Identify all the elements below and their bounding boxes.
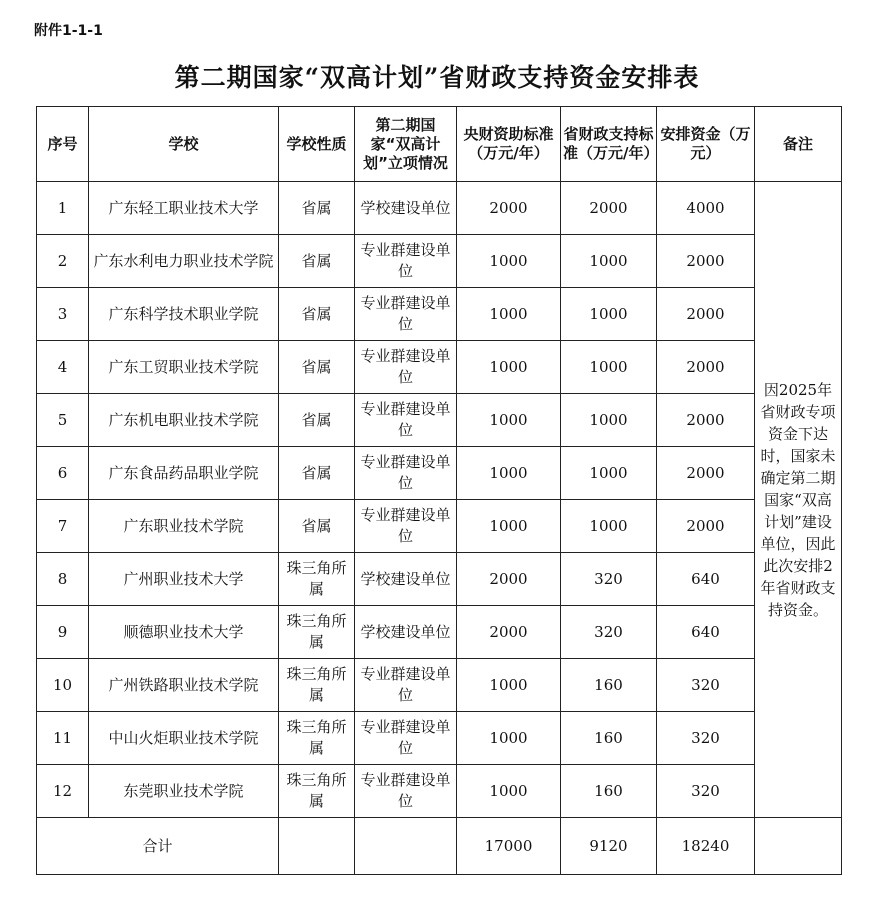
cell-seq: 11	[37, 712, 89, 765]
cell-central: 1000	[457, 712, 561, 765]
cell-nature: 珠三角所属	[279, 765, 355, 818]
cell-allocation: 320	[657, 712, 755, 765]
cell-nature: 珠三角所属	[279, 553, 355, 606]
cell-seq: 12	[37, 765, 89, 818]
cell-project: 专业群建设单位	[355, 288, 457, 341]
cell-allocation: 2000	[657, 500, 755, 553]
cell-nature: 省属	[279, 447, 355, 500]
cell-provincial: 1000	[561, 394, 657, 447]
total-label: 合计	[37, 818, 279, 875]
header-nature: 学校性质	[279, 107, 355, 182]
cell-central: 1000	[457, 288, 561, 341]
total-central: 17000	[457, 818, 561, 875]
header-seq: 序号	[37, 107, 89, 182]
cell-seq: 10	[37, 659, 89, 712]
cell-nature: 珠三角所属	[279, 712, 355, 765]
table-row	[37, 288, 842, 341]
cell-central: 1000	[457, 500, 561, 553]
cell-provincial: 1000	[561, 235, 657, 288]
cell-central: 1000	[457, 659, 561, 712]
cell-seq: 1	[37, 182, 89, 235]
cell-project: 专业群建设单位	[355, 500, 457, 553]
cell-central: 1000	[457, 235, 561, 288]
allocation-table	[36, 106, 842, 875]
table-row	[37, 394, 842, 447]
cell-nature: 省属	[279, 182, 355, 235]
cell-allocation: 2000	[657, 341, 755, 394]
cell-project: 学校建设单位	[355, 182, 457, 235]
cell-school: 广东工贸职业技术学院	[89, 341, 279, 394]
table-row	[37, 447, 842, 500]
table-total-row	[37, 818, 842, 875]
cell-nature: 省属	[279, 341, 355, 394]
note-cell: 因2025年省财政专项资金下达时，国家未确定第二期国家“双高计划”建设单位，因此此次安排2年省财政支持资金。	[755, 182, 842, 818]
total-allocation: 18240	[657, 818, 755, 875]
table-row	[37, 182, 842, 235]
cell-provincial: 1000	[561, 341, 657, 394]
table-row	[37, 659, 842, 712]
cell-school: 东莞职业技术学院	[89, 765, 279, 818]
cell-school: 广东机电职业技术学院	[89, 394, 279, 447]
header-central-standard: 央财资助标准（万元/年）	[457, 107, 561, 182]
cell-seq: 6	[37, 447, 89, 500]
total-note	[755, 818, 842, 875]
cell-project: 专业群建设单位	[355, 712, 457, 765]
cell-project: 学校建设单位	[355, 606, 457, 659]
cell-allocation: 2000	[657, 288, 755, 341]
cell-central: 2000	[457, 606, 561, 659]
cell-provincial: 160	[561, 659, 657, 712]
cell-school: 中山火炬职业技术学院	[89, 712, 279, 765]
cell-project: 学校建设单位	[355, 553, 457, 606]
cell-central: 1000	[457, 341, 561, 394]
cell-provincial: 320	[561, 606, 657, 659]
cell-central: 1000	[457, 394, 561, 447]
header-note: 备注	[755, 107, 842, 182]
cell-central: 2000	[457, 182, 561, 235]
cell-school: 广东轻工职业技术大学	[89, 182, 279, 235]
cell-central: 2000	[457, 553, 561, 606]
cell-central: 1000	[457, 447, 561, 500]
cell-provincial: 1000	[561, 288, 657, 341]
table-row	[37, 606, 842, 659]
cell-allocation: 640	[657, 553, 755, 606]
cell-school: 广东科学技术职业学院	[89, 288, 279, 341]
cell-project: 专业群建设单位	[355, 394, 457, 447]
cell-school: 广东水利电力职业技术学院	[89, 235, 279, 288]
cell-project: 专业群建设单位	[355, 341, 457, 394]
cell-nature: 省属	[279, 288, 355, 341]
cell-allocation: 4000	[657, 182, 755, 235]
header-provincial-standard: 省财政支持标准（万元/年）	[561, 107, 657, 182]
total-provincial: 9120	[561, 818, 657, 875]
cell-provincial: 160	[561, 712, 657, 765]
cell-seq: 4	[37, 341, 89, 394]
cell-allocation: 320	[657, 765, 755, 818]
cell-provincial: 320	[561, 553, 657, 606]
cell-provincial: 2000	[561, 182, 657, 235]
cell-provincial: 1000	[561, 500, 657, 553]
cell-seq: 2	[37, 235, 89, 288]
cell-seq: 8	[37, 553, 89, 606]
cell-seq: 5	[37, 394, 89, 447]
cell-school: 广东职业技术学院	[89, 500, 279, 553]
cell-nature: 省属	[279, 235, 355, 288]
cell-central: 1000	[457, 765, 561, 818]
table-header-row	[37, 107, 842, 182]
cell-allocation: 2000	[657, 394, 755, 447]
cell-provincial: 1000	[561, 447, 657, 500]
cell-allocation: 2000	[657, 447, 755, 500]
cell-school: 广东食品药品职业学院	[89, 447, 279, 500]
total-project	[355, 818, 457, 875]
total-nature	[279, 818, 355, 875]
cell-project: 专业群建设单位	[355, 659, 457, 712]
table-row	[37, 341, 842, 394]
header-project: 第二期国家“双高计划”立项情况	[355, 107, 457, 182]
table-row	[37, 500, 842, 553]
header-allocation: 安排资金（万元）	[657, 107, 755, 182]
cell-project: 专业群建设单位	[355, 447, 457, 500]
cell-allocation: 2000	[657, 235, 755, 288]
table-row	[37, 235, 842, 288]
cell-school: 顺德职业技术大学	[89, 606, 279, 659]
cell-school: 广州铁路职业技术学院	[89, 659, 279, 712]
cell-seq: 3	[37, 288, 89, 341]
cell-allocation: 320	[657, 659, 755, 712]
table-row	[37, 712, 842, 765]
cell-seq: 7	[37, 500, 89, 553]
table-row	[37, 765, 842, 818]
cell-provincial: 160	[561, 765, 657, 818]
cell-allocation: 640	[657, 606, 755, 659]
header-school: 学校	[89, 107, 279, 182]
page-title: 第二期国家“双高计划”省财政支持资金安排表	[174, 63, 700, 92]
table-row	[37, 553, 842, 606]
cell-nature: 省属	[279, 394, 355, 447]
cell-nature: 省属	[279, 500, 355, 553]
cell-project: 专业群建设单位	[355, 235, 457, 288]
cell-seq: 9	[37, 606, 89, 659]
cell-nature: 珠三角所属	[279, 659, 355, 712]
cell-nature: 珠三角所属	[279, 606, 355, 659]
cell-school: 广州职业技术大学	[89, 553, 279, 606]
attachment-label: 附件1-1-1	[34, 23, 103, 39]
cell-project: 专业群建设单位	[355, 765, 457, 818]
